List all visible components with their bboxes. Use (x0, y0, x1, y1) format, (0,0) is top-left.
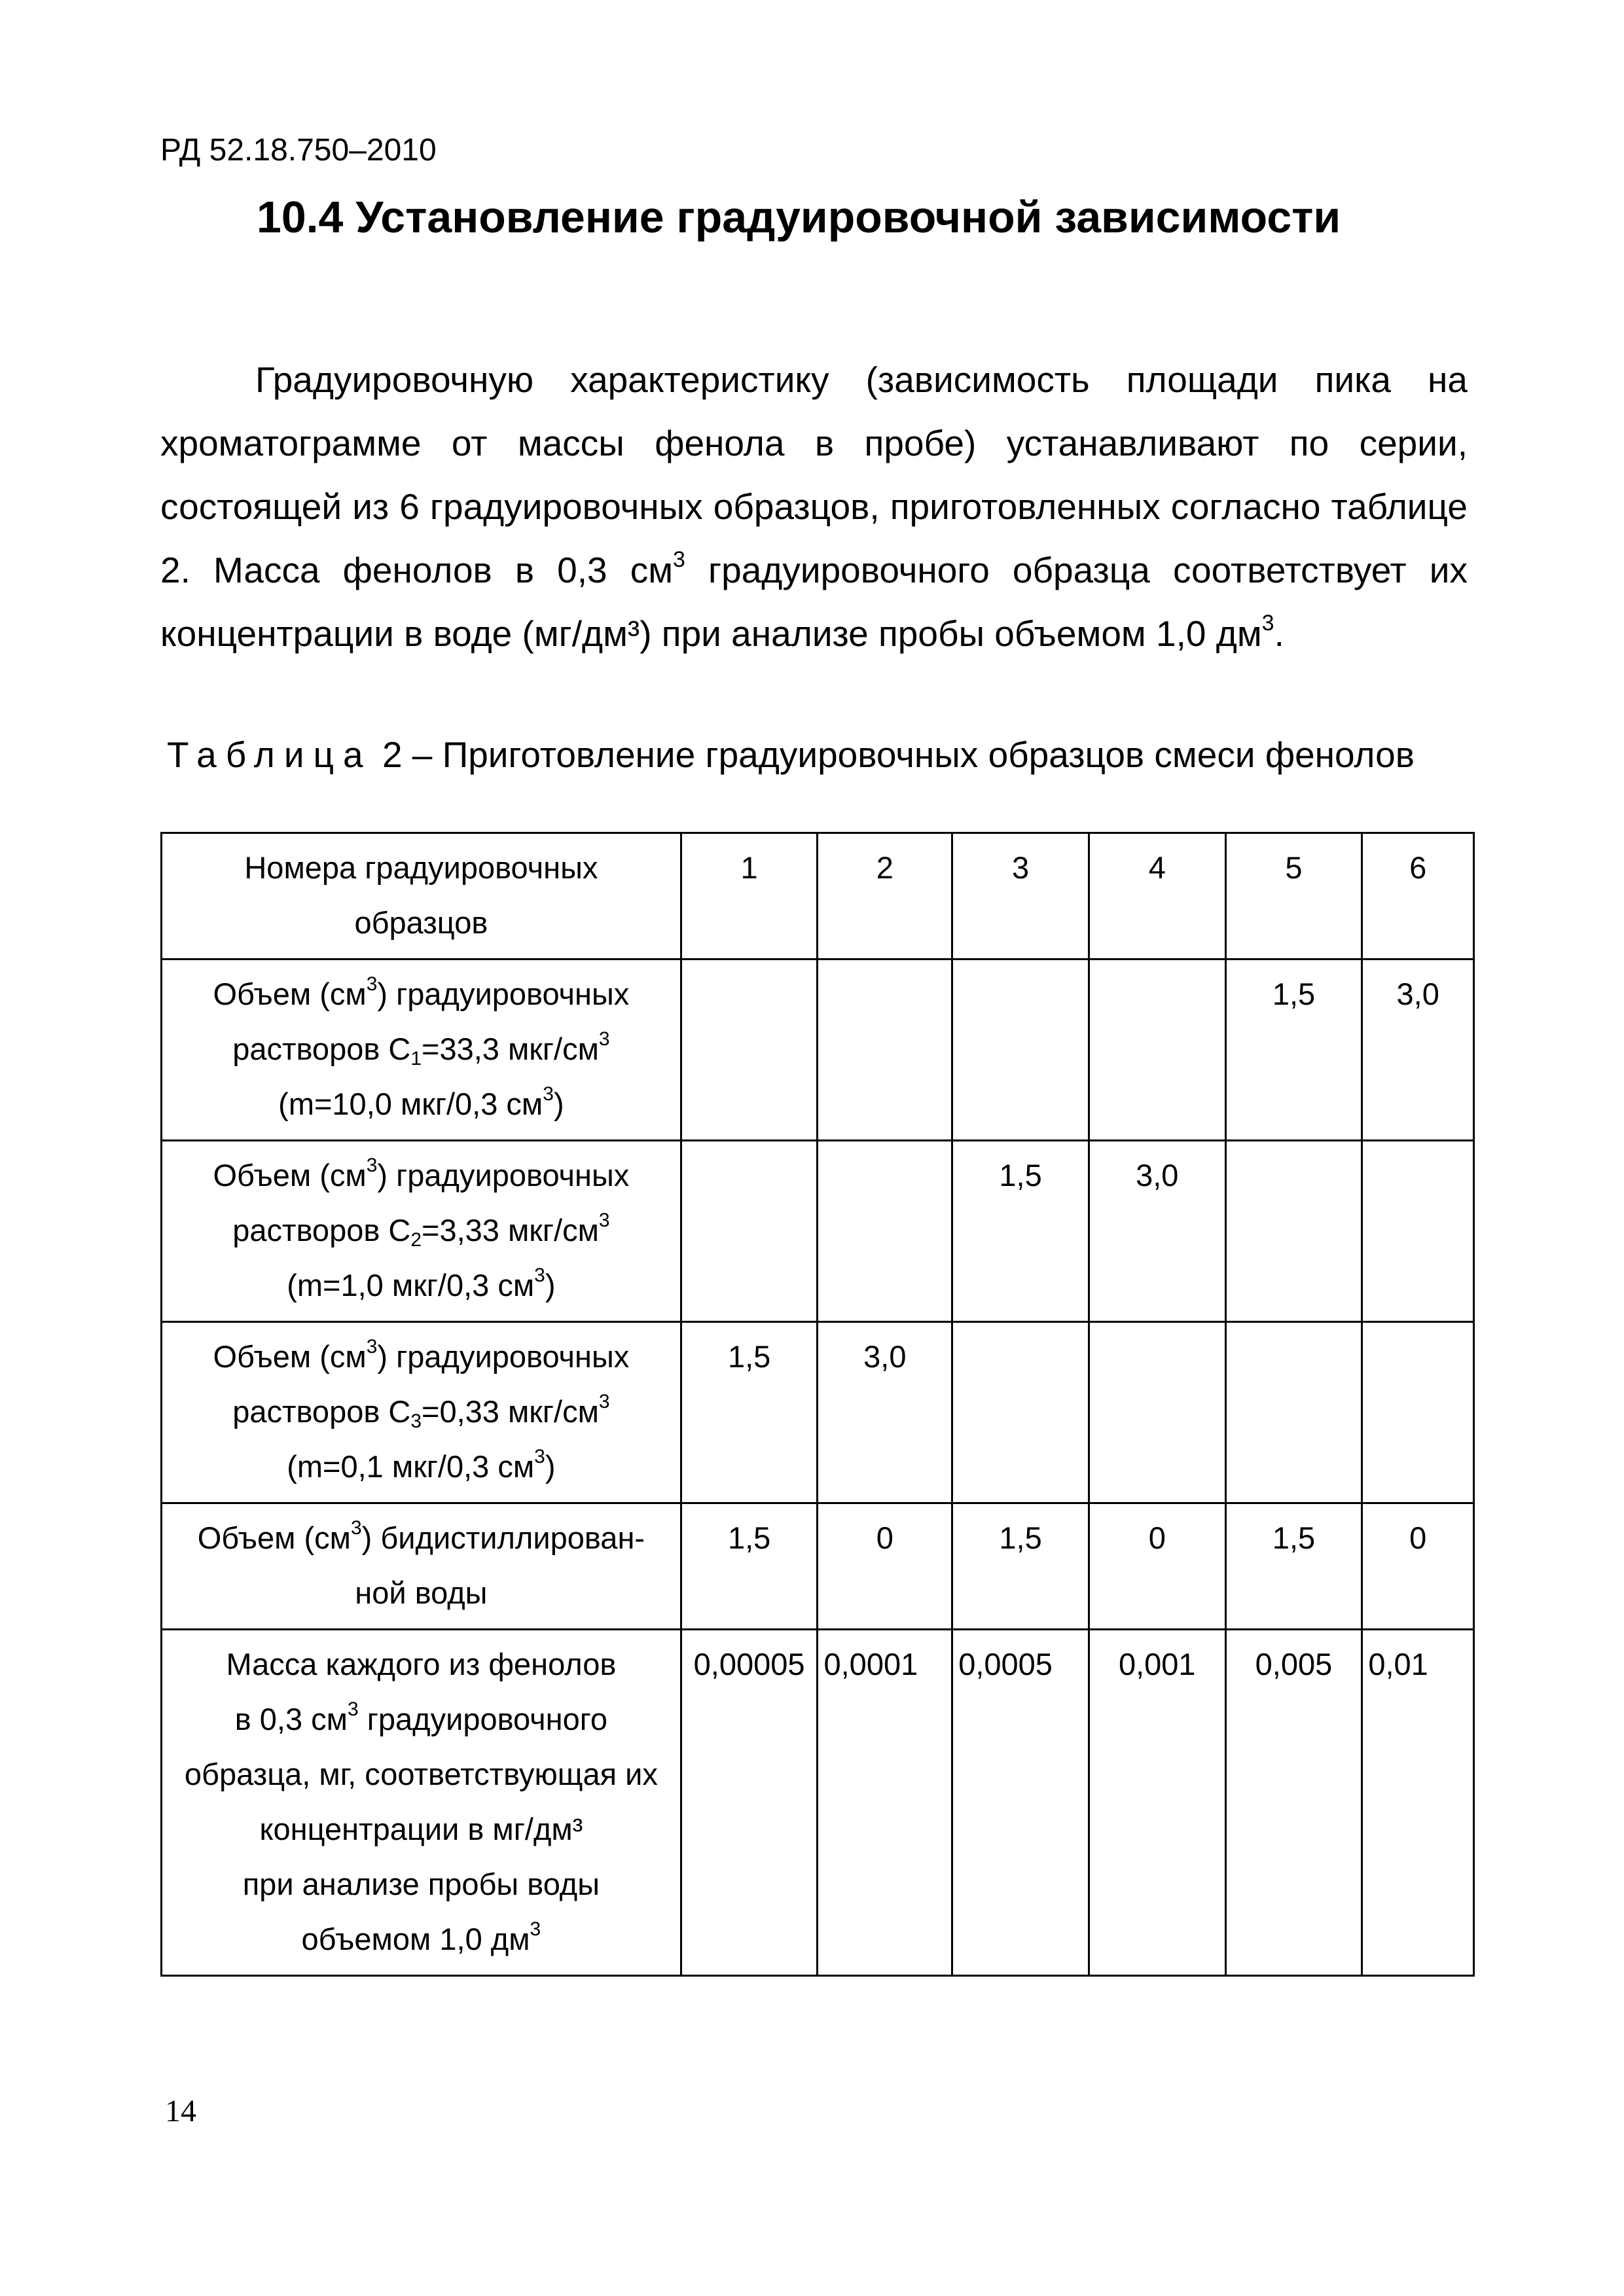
label-line (165, 1077, 677, 1132)
table-row (162, 960, 1474, 1141)
row-label (162, 1630, 681, 1976)
label-text: ) бидистиллирован- (361, 1520, 645, 1555)
table-cell: 1,5 (681, 1503, 818, 1630)
table-cell (681, 960, 818, 1141)
table-caption-title: Приготовление градуировочных образцов смеси фенолов (442, 734, 1415, 775)
paragraph-text-a: Градуировочную характеристику (зависимость площади пика на хроматограмме от массы фенола в пробе) устанавливают по серии, состоящей из 6 градуировочных образцов, приготовленных согласно таблице 2. Масса фенолов в 0,3 см (160, 359, 1468, 590)
label-text: в 0,3 см (234, 1702, 348, 1736)
label-text: Объем (см (213, 1339, 367, 1374)
superscript: 3 (598, 1210, 610, 1231)
superscript: 3 (673, 547, 685, 572)
superscript: 3 (347, 1698, 359, 1720)
label-text: ) градуировочных (377, 977, 630, 1011)
table-cell (1089, 960, 1225, 1141)
table-cell: 1,5 (1225, 960, 1362, 1141)
table-cell: 1,5 (1225, 1503, 1362, 1630)
label-line: Номера градуировочных (244, 850, 598, 885)
table-cell: 3,0 (1362, 960, 1474, 1141)
table-cell (681, 1141, 818, 1322)
label-text: объемом 1,0 дм (301, 1922, 530, 1956)
table-cell: 0,005 (1225, 1630, 1362, 1976)
superscript: 3 (543, 1083, 554, 1105)
label-line (165, 1912, 677, 1967)
table-cell (1362, 1141, 1474, 1322)
label-text: ) (545, 1449, 556, 1484)
table-cell (1225, 1141, 1362, 1322)
table-caption-number: 2 (382, 734, 403, 775)
label-line (165, 1148, 677, 1203)
paragraph-text-c: . (1274, 613, 1284, 654)
table-cell: 0,001 (1089, 1630, 1225, 1976)
label-line (165, 1439, 677, 1494)
document-code: РД 52.18.750–2010 (160, 133, 437, 168)
superscript: 3 (366, 973, 378, 995)
sample-number: 6 (1362, 833, 1474, 960)
superscript: 3 (366, 1155, 378, 1176)
table-caption-dash: – (402, 734, 442, 775)
label-line (165, 1511, 677, 1566)
label-text: Объем (см (213, 977, 367, 1011)
label-text: ) (553, 1086, 564, 1121)
superscript: 3 (366, 1336, 378, 1357)
row-label (162, 960, 681, 1141)
label-text: =3,33 мкг/см (422, 1213, 599, 1247)
label-line (165, 1692, 677, 1747)
label-text: градуировочного (358, 1702, 607, 1736)
row-label (162, 1141, 681, 1322)
label-text: растворов С (232, 1031, 411, 1066)
table-caption (167, 732, 1415, 778)
table-cell: 3,0 (1089, 1141, 1225, 1322)
body-paragraph (160, 348, 1468, 666)
label-text: ) (545, 1268, 556, 1302)
label-text: растворов С (232, 1394, 411, 1429)
label-line: Масса каждого из фенолов (226, 1647, 617, 1681)
row-label (162, 1503, 681, 1630)
label-text: Объем (см (197, 1520, 351, 1555)
superscript: 3 (598, 1028, 610, 1050)
row-label (162, 833, 681, 960)
table-cell (818, 960, 952, 1141)
table-cell: 1,5 (952, 1141, 1089, 1322)
table-cell (1225, 1322, 1362, 1503)
superscript: 3 (1261, 611, 1274, 636)
table-cell (1362, 1322, 1474, 1503)
label-text: =0,33 мкг/см (422, 1394, 599, 1429)
table-cell (818, 1141, 952, 1322)
label-line: образцов (354, 905, 488, 940)
table-cell: 0 (1089, 1503, 1225, 1630)
table-row (162, 1322, 1474, 1503)
label-line (165, 1258, 677, 1313)
table-row (162, 1503, 1474, 1630)
table-row (162, 1630, 1474, 1976)
table-cell (952, 960, 1089, 1141)
subscript: 1 (410, 1048, 422, 1069)
sample-number: 4 (1089, 833, 1225, 960)
label-text: (m=0,1 мкг/0,3 см (287, 1449, 535, 1484)
preparation-table (160, 832, 1475, 1977)
label-text: (m=10,0 мкг/0,3 см (278, 1086, 543, 1121)
table-cell: 0,0005 (952, 1630, 1089, 1976)
table-cell: 0 (818, 1503, 952, 1630)
sample-number: 3 (952, 833, 1089, 960)
superscript: 3 (350, 1517, 362, 1539)
table-cell: 0,00005 (681, 1630, 818, 1976)
sample-number: 2 (818, 833, 952, 960)
sample-number: 5 (1225, 833, 1362, 960)
sample-number: 1 (681, 833, 818, 960)
label-line (165, 1203, 677, 1258)
label-line: концентрации в мг/дм³ (259, 1812, 583, 1846)
label-text: Объем (см (213, 1158, 367, 1193)
label-text: =33,3 мкг/см (422, 1031, 599, 1066)
label-line (165, 1329, 677, 1384)
row-label (162, 1322, 681, 1503)
superscript: 3 (534, 1446, 545, 1467)
label-line (165, 1384, 677, 1439)
label-text: ) градуировочных (377, 1339, 630, 1374)
label-text: ) градуировочных (377, 1158, 630, 1193)
table-cell: 1,5 (681, 1322, 818, 1503)
superscript: 3 (534, 1265, 545, 1286)
label-line: образца, мг, соответствующая их (184, 1757, 658, 1791)
table-cell (952, 1322, 1089, 1503)
section-title: 10.4 Установление градуировочной зависимости (257, 192, 1341, 242)
table-cell: 3,0 (818, 1322, 952, 1503)
table-row (162, 1141, 1474, 1322)
table-header-row (162, 833, 1474, 960)
label-text: (m=1,0 мкг/0,3 см (287, 1268, 535, 1302)
paragraph-text-b: градуировочного образца соответствует их концентрации в воде (мг/дм³) при анализе пробы объемом 1,0 дм (160, 550, 1468, 654)
label-line: при анализе пробы воды (242, 1867, 600, 1901)
table-cell: 1,5 (952, 1503, 1089, 1630)
label-text: растворов С (232, 1213, 411, 1247)
superscript: 3 (598, 1391, 610, 1412)
label-line (165, 1022, 677, 1077)
table-cell (1089, 1322, 1225, 1503)
table-cell: 0,01 (1362, 1630, 1474, 1976)
table-caption-prefix: Таблица (167, 734, 372, 775)
subscript: 3 (410, 1410, 422, 1432)
label-line (165, 967, 677, 1022)
table-cell: 0 (1362, 1503, 1474, 1630)
subscript: 2 (410, 1229, 422, 1251)
page-number: 14 (165, 2094, 196, 2128)
superscript: 3 (530, 1918, 541, 1940)
table-cell: 0,0001 (818, 1630, 952, 1976)
label-line: ной воды (355, 1575, 488, 1610)
